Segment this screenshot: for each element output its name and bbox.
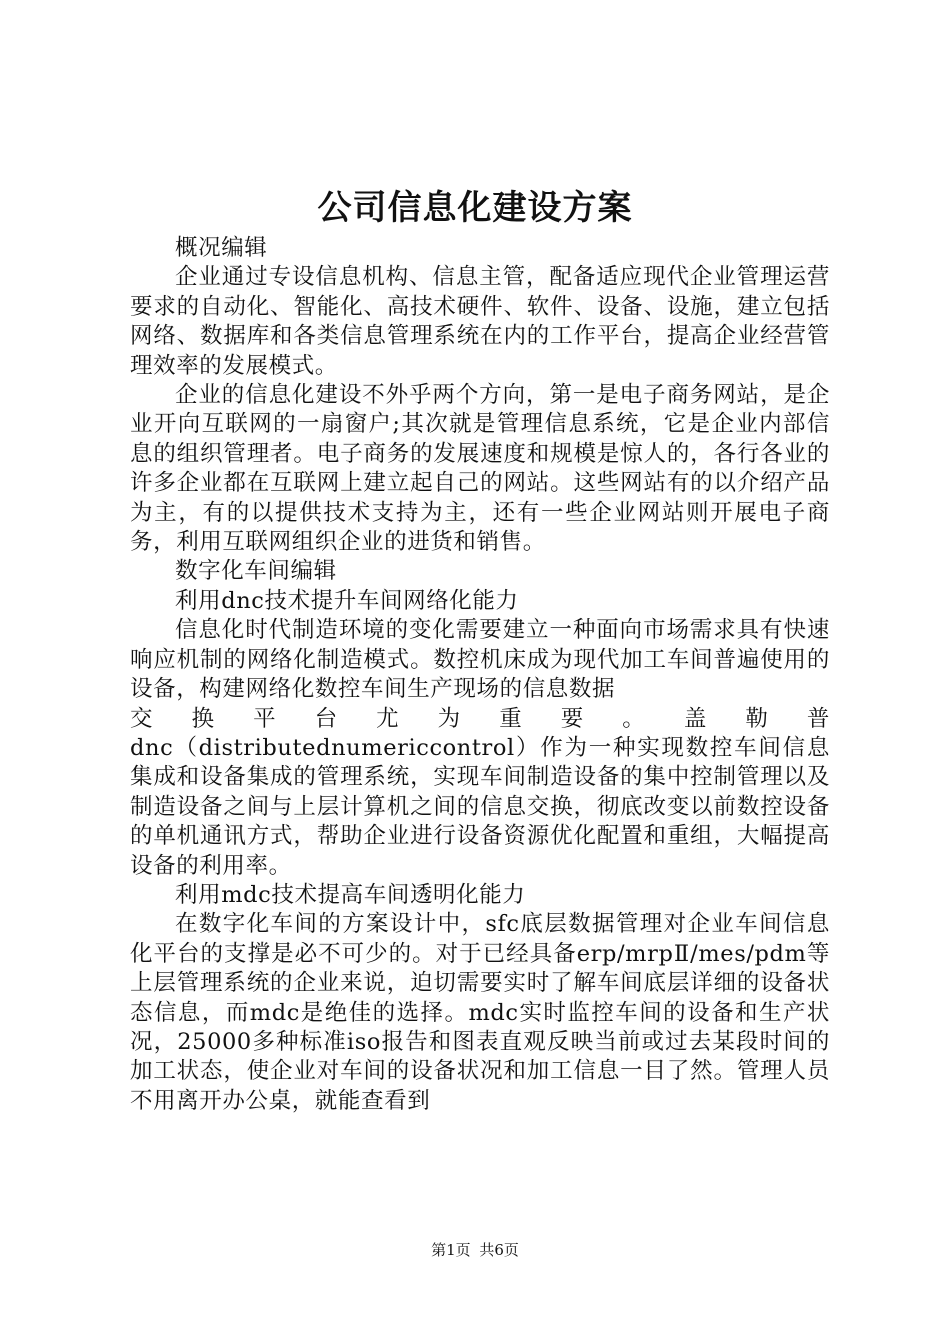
paragraph: 企业通过专设信息机构、信息主管，配备适应现代企业管理运营要求的自动化、智能化、高技术硬件、软件、设备、设施，建立包括网络、数据库和各类信息管理系统在内的工作平台，提高企业经营管理效率的发展模式。 [130,264,830,379]
page-footer: 第1页 共6页 [431,1241,519,1259]
paragraph: dnc（distributednumericcontrol）作为一种实现数控车间信息集成和设备集成的管理系统，实现车间制造设备的集中控制管理以及制造设备之间与上层计算机之间的信息交换，彻底改变以前数控设备的单机通讯方式，帮助企业进行设备资源优化配置和重组，大幅提高设备的利用率。 [130,734,830,879]
subheading-mdc: 利用mdc技术提高车间透明化能力 [175,881,526,908]
paragraph: 信息化时代制造环境的变化需要建立一种面向市场需求具有快速响应机制的网络化制造模式。数控机床成为现代加工车间普遍使用的设备，构建网络化数控车间生产现场的信息数据 [130,617,830,703]
subheading-dnc: 利用dnc技术提升车间网络化能力 [175,587,519,614]
paragraph: 企业的信息化建设不外乎两个方向，第一是电子商务网站，是企业开向互联网的一扇窗户;其次就是管理信息系统，它是企业内部信息的组织管理者。电子商务的发展速度和规模是惊人的，各行各业的许多企业都在互联网上建立起自己的网站。这些网站有的以介绍产品为主，有的以提供技术支持为主，还有一些企业网站则开展电子商务，利用互联网组织企业的进货和销售。 [130,382,830,556]
section-heading-overview: 概况编辑 [175,235,268,261]
section-heading-digital-workshop: 数字化车间编辑 [175,558,337,585]
paragraph: 在数字化车间的方案设计中，sfc底层数据管理对企业车间信息化平台的支撑是必不可少的。对于已经具备erp/mrpⅡ/mes/pdm等上层管理系统的企业来说，迫切需要实时了解车间底层详细的设备状态信息，而mdc是绝佳的选择。mdc实时监控车间的设备和生产状况，25000多种标准iso报告和图表直观反映当前或过去某段时间的加工状态，使企业对车间的设备状况和加工信息一目了然。管理人员不用离开办公桌，就能查看到 [130,911,830,1114]
paragraph-spread-line: 交换平台尤为重要。盖勒普 [130,705,830,732]
document-body [130,234,830,1116]
document-title: 公司信息化建设方案 [317,188,633,228]
